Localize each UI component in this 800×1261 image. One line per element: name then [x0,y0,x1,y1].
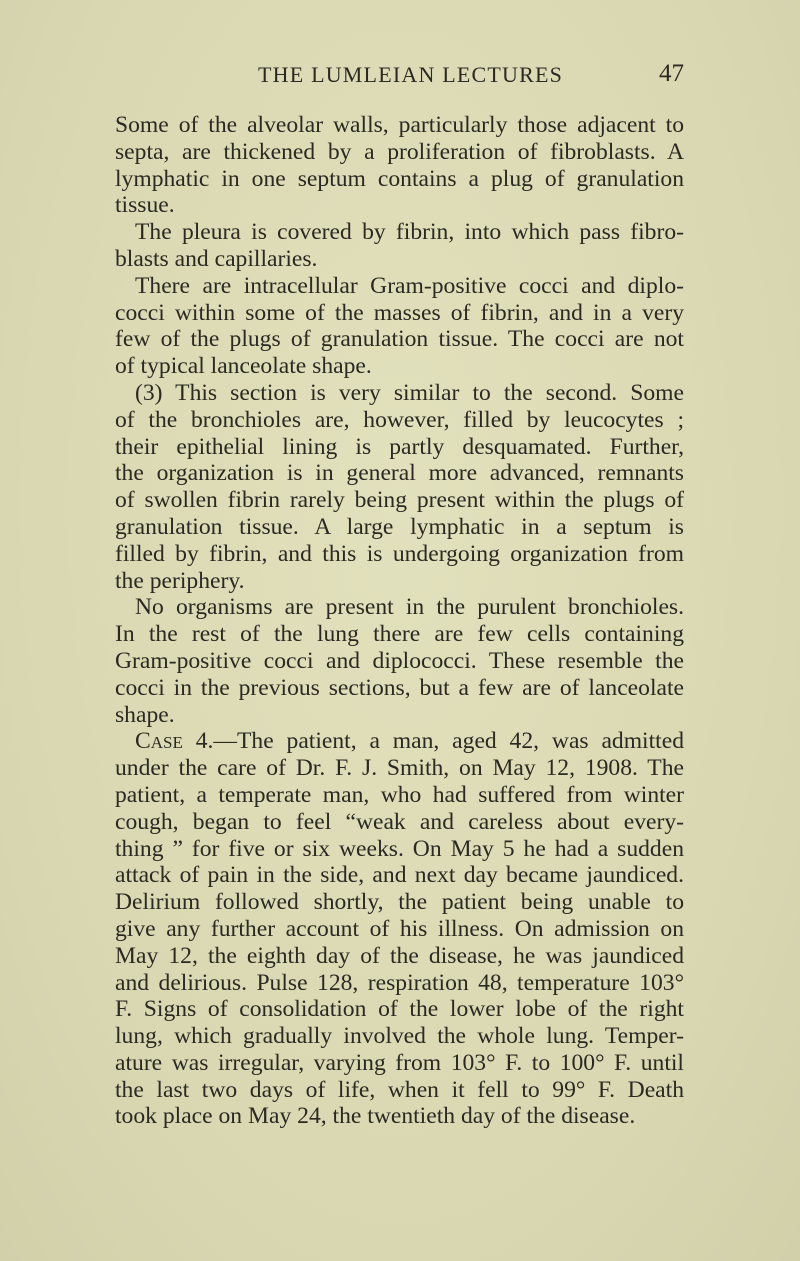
text-line: The pleura is covered by fibrin, into which pass fibro- [135,219,684,246]
text-line: the periphery. [115,567,245,594]
body-text [115,112,684,1130]
text-line: (3) This section is very similar to the second. Some [135,379,684,406]
text-line: lymphatic in one septum contains a plug of granulation [115,165,684,192]
text-line: their epithelial lining is partly desquamated. Further, [115,433,684,460]
text-line: Gram-positive cocci and diplococci. These resemble the [115,647,684,674]
text-line: under the care of Dr. F. J. Smith, on May 12, 1908. The [115,755,684,782]
text-line: Delirium followed shortly, the patient being unable to [115,889,684,916]
text-line: give any further account of his illness. On admission on [115,915,684,942]
text-line: ature was irregular, varying from 103° F. to 100° F. until [115,1049,684,1076]
text-line: filled by fibrin, and this is undergoing organization from [115,540,684,567]
text-line: blasts and capillaries. [115,245,318,272]
text-line: and delirious. Pulse 128, respiration 48, temperature 103° [115,969,684,996]
text-line: May 12, the eighth day of the disease, he was jaundiced [115,942,684,969]
text-line: thing ” for five or six weeks. On May 5 he had a sudden [115,835,684,862]
text-line: granulation tissue. A large lymphatic in a septum is [115,513,684,540]
text-line: attack of pain in the side, and next day became jaundiced. [115,862,684,889]
text-line: the last two days of life, when it fell to 99° F. Death [115,1076,684,1103]
text-line: cocci in the previous sections, but a few are of lanceolate [115,674,684,701]
text-line: lung, which gradually involved the whole lung. Temper- [115,1023,684,1050]
text-line: No organisms are present in the purulent bronchioles. [135,594,684,621]
text-line: septa, are thickened by a proliferation of fibroblasts. A [115,138,684,165]
text-line: of typical lanceolate shape. [115,353,372,380]
text-line: There are intracellular Gram-positive cocci and diplo- [135,272,684,299]
text-line: cocci within some of the masses of fibrin, and in a very [115,299,684,326]
text-line: the organization is in general more advanced, remnants [115,460,684,487]
text-line: tissue. [115,192,175,219]
text-line: F. Signs of consolidation of the lower lobe of the right [115,996,684,1023]
page-number: 47 [659,60,684,87]
text-line: few of the plugs of granulation tissue. The cocci are not [115,326,684,353]
running-header [115,60,684,94]
text-line: of swollen fibrin rarely being present within the plugs of [115,487,684,514]
text-line: patient, a temperate man, who had suffered from winter [115,781,684,808]
text-line: cough, began to feel “weak and careless about every- [115,808,684,835]
text-line: In the rest of the lung there are few cells containing [115,621,684,648]
text-line: shape. [115,701,175,728]
text-line: Case 4.—The patient, a man, aged 42, was admitted [135,728,684,755]
text-line: Some of the alveolar walls, particularly those adjacent to [115,112,684,138]
text-line: took place on May 24, the twentieth day of the disease. [115,1103,636,1130]
text-line: of the bronchioles are, however, filled by leucocytes ; [115,406,684,433]
running-title: THE LUMLEIAN LECTURES [258,62,564,87]
